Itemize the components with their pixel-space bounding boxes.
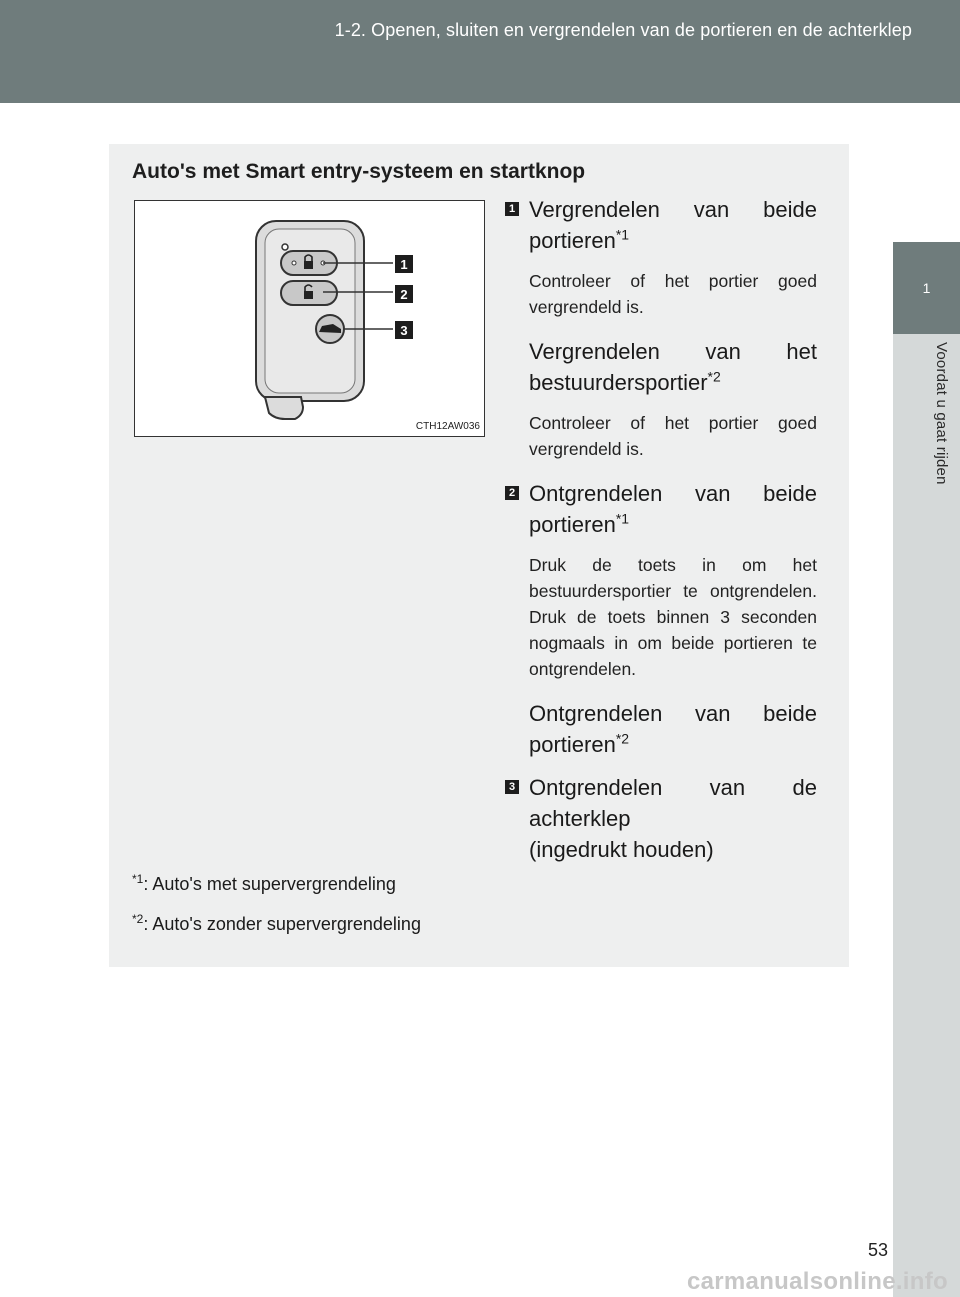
item-heading-text: Ontgrendelen van beide portieren xyxy=(529,701,817,757)
footnote-text: : Auto's zonder supervergrendeling xyxy=(143,914,421,934)
list-item xyxy=(505,772,817,865)
item-heading-text: Vergrendelen van het bestuurdersportier xyxy=(529,339,817,395)
smart-key-figure xyxy=(134,200,485,437)
item-note: Controleer of het portier goed vergrendeld is. xyxy=(529,413,817,459)
item-heading-text: Ontgrendelen van de achterklep xyxy=(529,775,817,831)
item-note: Controleer of het portier goed vergrendeld is. xyxy=(529,271,817,317)
footnote xyxy=(132,872,396,895)
list-item xyxy=(505,698,817,760)
footnote-mark: *2 xyxy=(132,912,144,926)
chapter-tab[interactable] xyxy=(893,242,960,334)
callout-2: 2 xyxy=(400,287,408,302)
item-heading-sup: *1 xyxy=(615,510,630,527)
item-heading-sub: (ingedrukt houden) xyxy=(529,837,714,862)
item-heading-text: Vergrendelen van beide portieren xyxy=(529,197,817,253)
page-header xyxy=(0,0,960,103)
footnote-mark: *1 xyxy=(132,872,144,886)
smart-key-illustration xyxy=(135,201,484,436)
item-column xyxy=(505,194,817,865)
item-heading xyxy=(529,336,817,398)
footnote xyxy=(132,912,421,935)
item-heading xyxy=(529,772,817,834)
item-marker: 1 xyxy=(505,202,519,216)
list-item xyxy=(505,194,817,320)
watermark: carmanualsonline.info xyxy=(686,1268,948,1295)
callout-1: 1 xyxy=(400,257,408,272)
page-number: 53 xyxy=(867,1240,888,1260)
item-heading-text: Ontgrendelen van beide portieren xyxy=(529,481,817,537)
chapter-tab-label: Voordat u gaat rijden xyxy=(933,342,950,485)
footnote-text: : Auto's met supervergrendeling xyxy=(143,874,396,894)
item-note: Druk de toets in om het bestuurdersportier te ontgrendelen. Druk de toets binnen 3 seconden nogmaals in om beide portieren te ontgrendelen. xyxy=(529,555,817,679)
list-item xyxy=(505,478,817,682)
item-heading xyxy=(529,478,817,540)
item-heading-sup: *2 xyxy=(615,730,630,747)
chapter-tab-number: 1 xyxy=(922,280,931,296)
item-heading xyxy=(529,698,817,760)
chapter-title: 1-2. Openen, sluiten en vergrendelen van de portieren en de achterklep xyxy=(334,20,912,40)
section-title: Auto's met Smart entry-systeem en startknop xyxy=(132,160,586,183)
callout-3: 3 xyxy=(400,323,408,338)
item-heading-sup: *1 xyxy=(615,226,630,243)
figure-code: CTH12AW036 xyxy=(415,421,480,432)
list-item xyxy=(505,336,817,462)
item-marker: 3 xyxy=(505,780,519,794)
item-heading-sup: *2 xyxy=(707,368,721,385)
item-heading xyxy=(529,194,817,256)
item-marker: 2 xyxy=(505,486,519,500)
